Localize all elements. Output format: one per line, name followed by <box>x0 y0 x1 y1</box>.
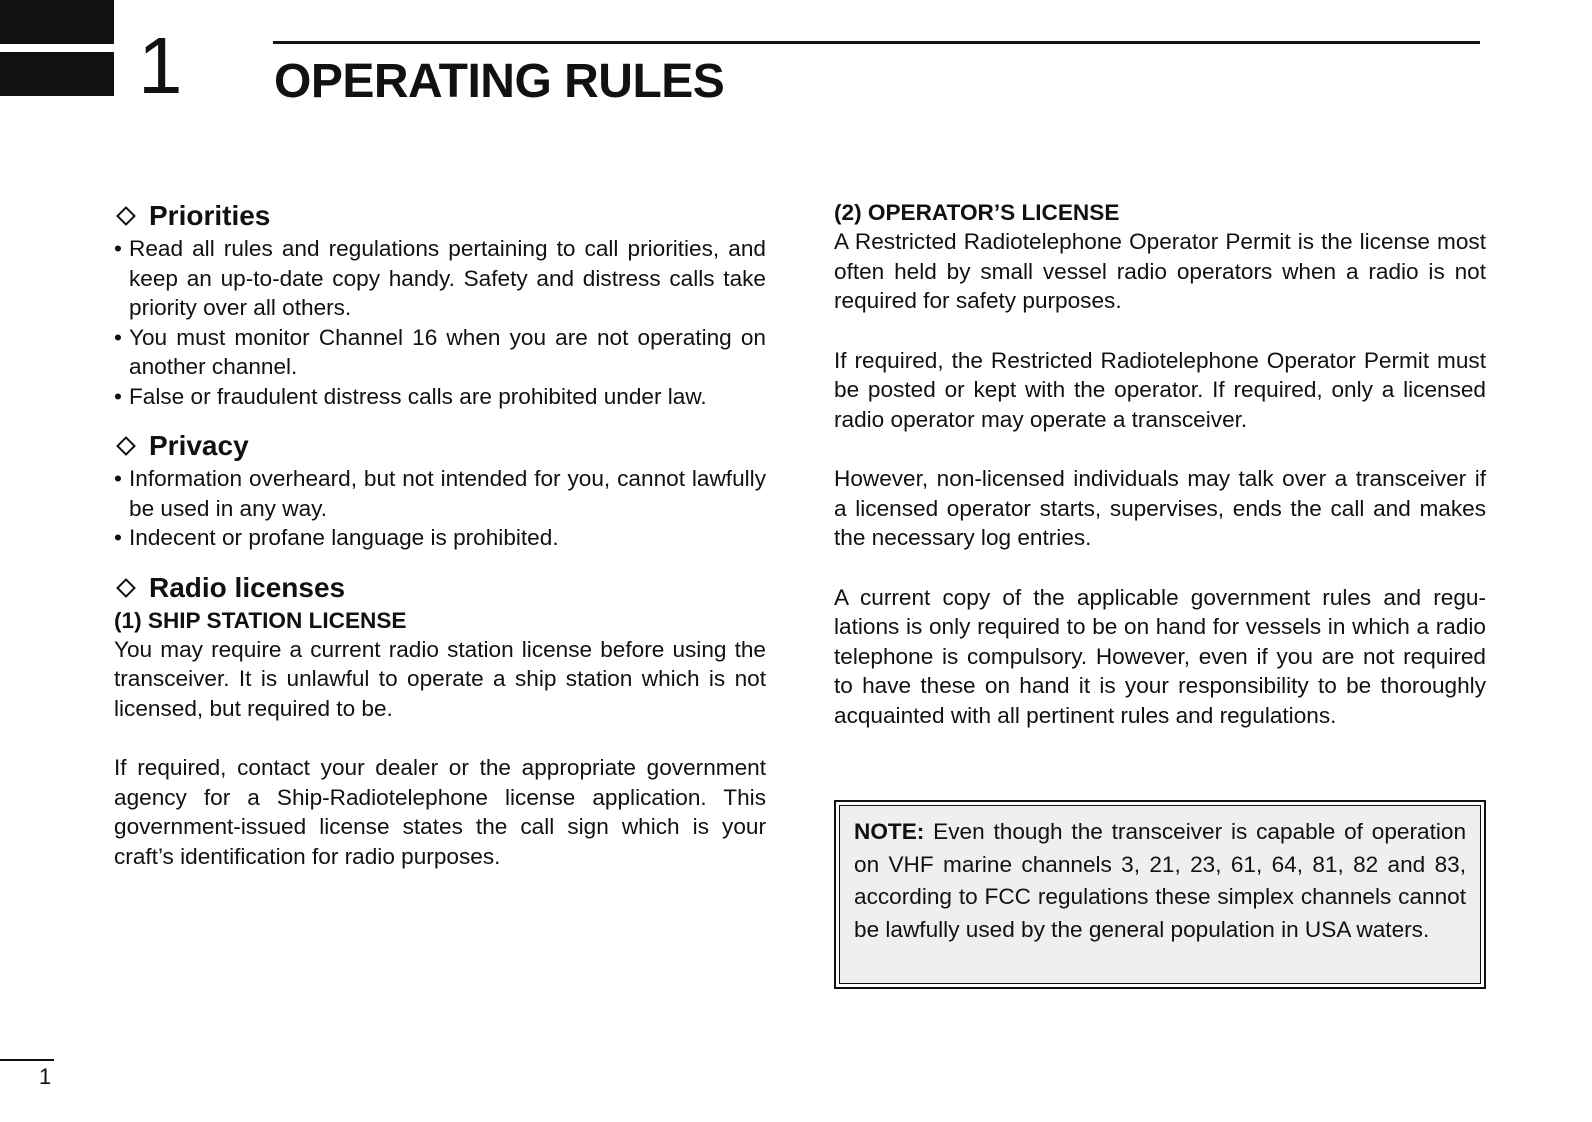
operators-license-heading: (2) OPERATOR’S LICENSE <box>834 200 1120 225</box>
list-item: • Read all rules and regulations pertaining to call priorities, and keep an up-to-date copy handy. Safety and distress calls take priority over all others. <box>114 234 766 323</box>
section-radio-licenses <box>114 570 766 606</box>
page-title: OPERATING RULES <box>274 55 725 108</box>
paragraph: A current copy of the applicable government rules and regulations is only required to be on hand for vessels in which a radio telephone is compulsory. However, even if you are not required to have these on hand it is your responsibility to be thoroughly acquainted with all pertinent rules and regulations. <box>834 584 1486 728</box>
section-heading: Priorities <box>149 200 271 231</box>
priorities-list <box>114 234 766 411</box>
paragraph: A Restricted Radiotelephone Operator Permit is the license most often held by small vessel radio operators when a radio is not required for safety purposes. <box>834 229 1486 313</box>
diamond-icon <box>116 436 136 456</box>
paragraph: You may require a current radio station license before using the transceiver. It is unlawful to operate a ship station which is not licensed, but required to be. <box>114 636 766 721</box>
note-label: NOTE: <box>854 819 925 844</box>
note-text: Even though the transceiver is capable of operation on VHF marine channels 3, 21, 23, 61, 64, 81, 82 and 83, according to FCC regulations these simplex channels cannot be lawfully used by the general population in USA waters. <box>854 819 1467 942</box>
page-number: 1 <box>39 1064 52 1089</box>
section-privacy <box>114 428 766 464</box>
title-rule <box>273 41 1480 44</box>
list-item: • Indecent or profane language is prohibited. <box>114 523 766 553</box>
chapter-tab-top <box>0 0 114 44</box>
section-priorities <box>114 198 766 234</box>
left-column <box>114 198 766 871</box>
paragraph: However, non-licensed individuals may talk over a transceiver if a licensed operator starts, supervises, ends the call and makes the necessary log entries. <box>834 466 1486 550</box>
section-heading: Radio licenses <box>149 571 346 603</box>
privacy-list <box>114 464 766 553</box>
right-column <box>834 198 1486 730</box>
footer-rule <box>0 1059 54 1061</box>
chapter-tab-bottom <box>0 52 114 96</box>
paragraph: If required, contact your dealer or the appropriate government agency for a Ship-Radiotelephone license application. This government-issued license states the call sign which is your craft’s identification for radio purposes. <box>114 755 766 869</box>
paragraph: If required, the Restricted Radiotelephone Operator Permit must be posted or kept with the operator. If required, only a licensed radio operator may operate a transceiver. <box>834 347 1486 432</box>
ship-station-license-heading: (1) SHIP STATION LICENSE <box>114 607 407 633</box>
note-box <box>834 800 1486 989</box>
list-item: • Information overheard, but not intended for you, cannot lawfully be used in any way. <box>114 464 766 523</box>
chapter-number: 1 <box>138 21 181 110</box>
list-item: • You must monitor Channel 16 when you are not operating on another channel. <box>114 323 766 382</box>
diamond-icon <box>116 578 136 598</box>
section-heading: Privacy <box>149 430 249 461</box>
note-content <box>839 805 1481 984</box>
list-item: • False or fraudulent distress calls are prohibited under law. <box>114 382 766 412</box>
diamond-icon <box>116 206 136 226</box>
